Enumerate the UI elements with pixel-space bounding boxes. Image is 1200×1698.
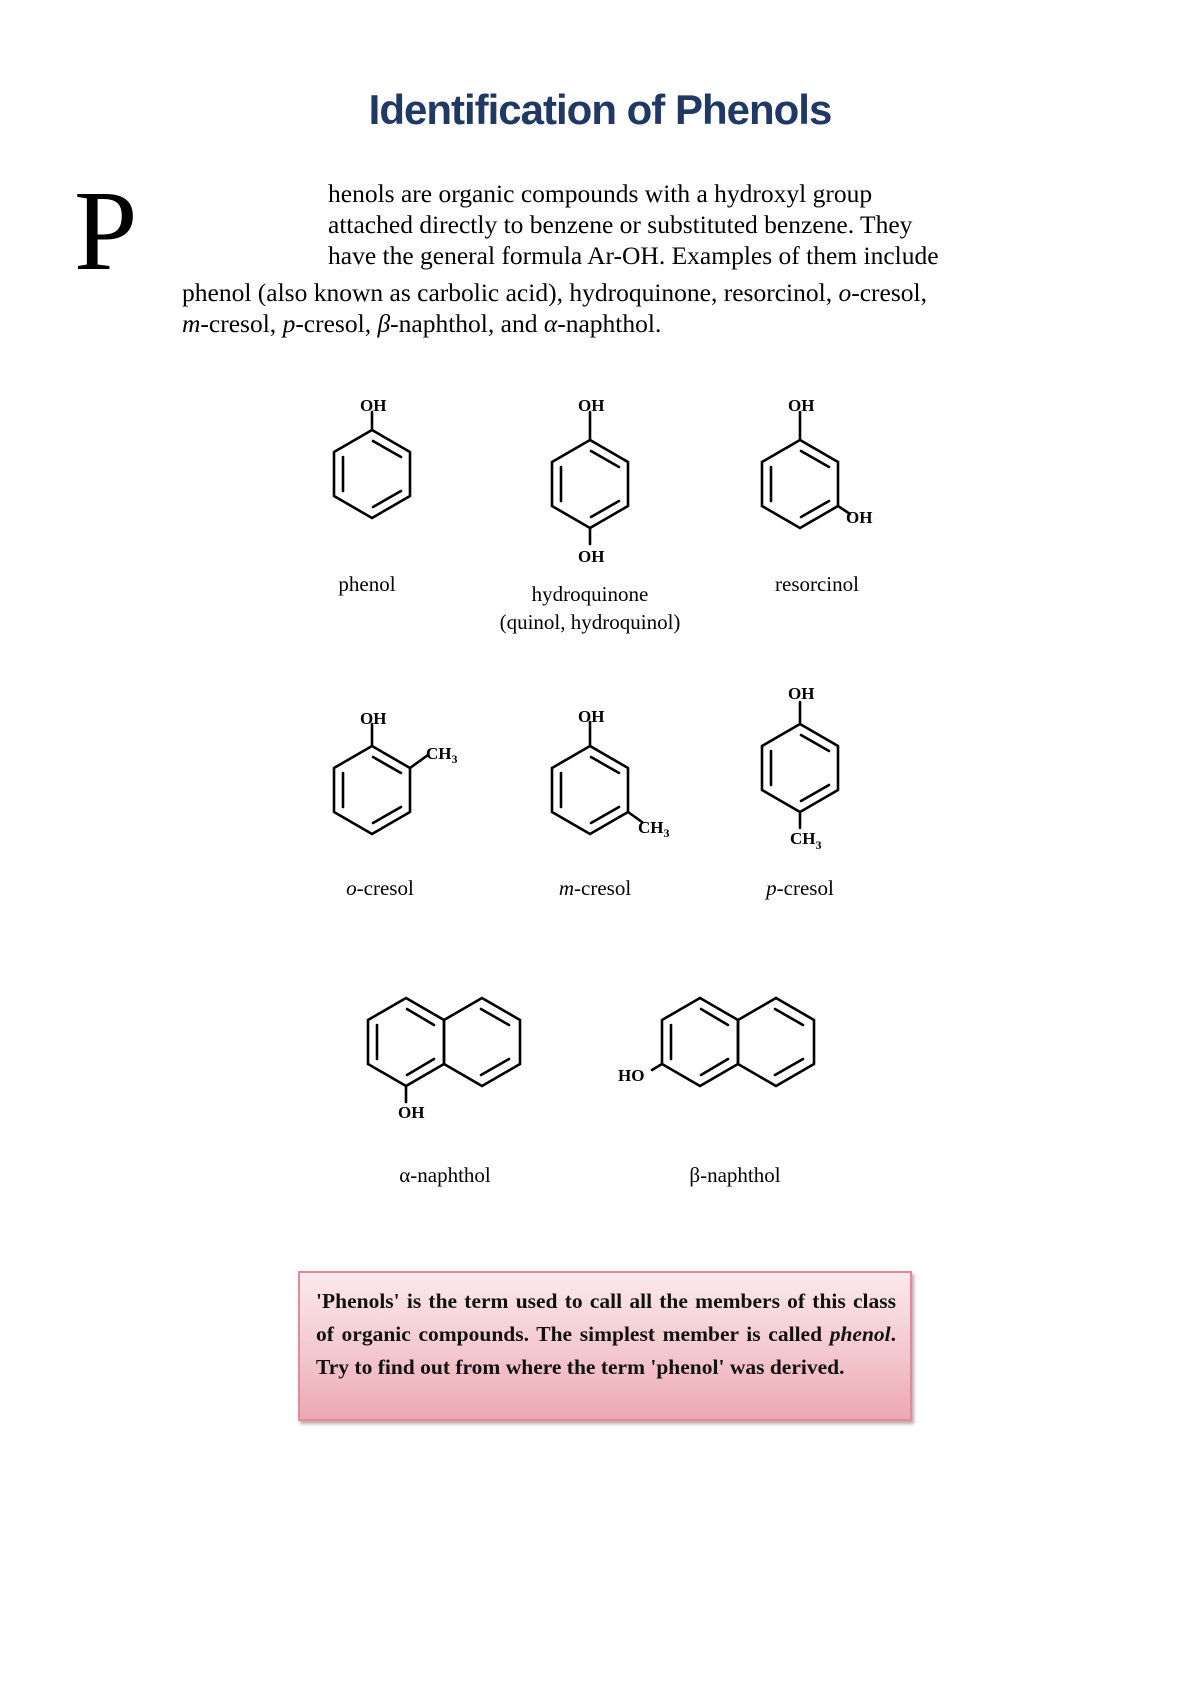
oh-label: OH — [398, 1103, 425, 1122]
intro-line: attached directly to benzene or substituted benzene. They — [328, 210, 913, 239]
label-beta-naphthol: β-naphthol — [689, 1163, 781, 1187]
page-title: Identification of Phenols — [368, 86, 832, 133]
intro-text: -naphthol, and — [390, 309, 544, 338]
label-o-cresol: o-cresol — [346, 876, 414, 900]
oh-label: OH — [846, 508, 873, 527]
oh-label: OH — [360, 709, 387, 728]
ho-label: HO — [618, 1066, 645, 1085]
label-p-cresol: p-cresol — [766, 876, 834, 900]
oh-label: OH — [788, 684, 815, 703]
note-text: 'Phenols' is the term used to call all the members of this class of organic compounds. The simplest member is called — [316, 1289, 896, 1346]
ch3-label: $CH_3$ — [638, 818, 670, 840]
oh-label: OH — [578, 396, 605, 415]
oh-label: OH — [578, 547, 605, 566]
intro-text: phenol (also known as carbolic acid), hydroquinone, resorcinol, — [182, 278, 839, 307]
intro-text: α — [543, 309, 558, 338]
note-text: . Try to find out from where the term 'phenol' was derived. — [316, 1322, 896, 1379]
info-note-box — [298, 1271, 912, 1421]
intro-text: -cresol, — [851, 278, 927, 307]
label-resorcinol: resorcinol — [775, 572, 859, 596]
label-m-cresol: m-cresol — [558, 876, 632, 900]
label-alpha-naphthol: α-naphthol — [399, 1163, 491, 1187]
oh-label: OH — [788, 396, 815, 415]
note-emphasis: phenol — [829, 1322, 891, 1346]
label-phenol: phenol — [338, 572, 396, 596]
intro-text: o — [838, 278, 852, 307]
intro-text: m — [182, 309, 201, 338]
label-hydroquinone: hydroquinone — [531, 582, 649, 606]
intro-text: -naphthol. — [557, 309, 662, 338]
intro-text: -cresol, — [295, 309, 378, 338]
intro-line: henols are organic compounds with a hydroxyl group — [328, 179, 873, 208]
intro-text: -cresol, — [200, 309, 283, 338]
intro-line: have the general formula Ar-OH. Examples of them include — [328, 241, 939, 270]
intro-text: p — [282, 309, 296, 338]
intro-text: β — [377, 309, 391, 338]
ch3-label: $CH_3$ — [790, 829, 822, 852]
oh-label: OH — [578, 707, 605, 726]
drop-cap: P — [74, 167, 138, 294]
oh-label: OH — [360, 396, 387, 415]
label-hydroquinone-alt: (quinol, hydroquinol) — [499, 610, 681, 634]
ch3-label: $CH_3$ — [426, 744, 458, 766]
